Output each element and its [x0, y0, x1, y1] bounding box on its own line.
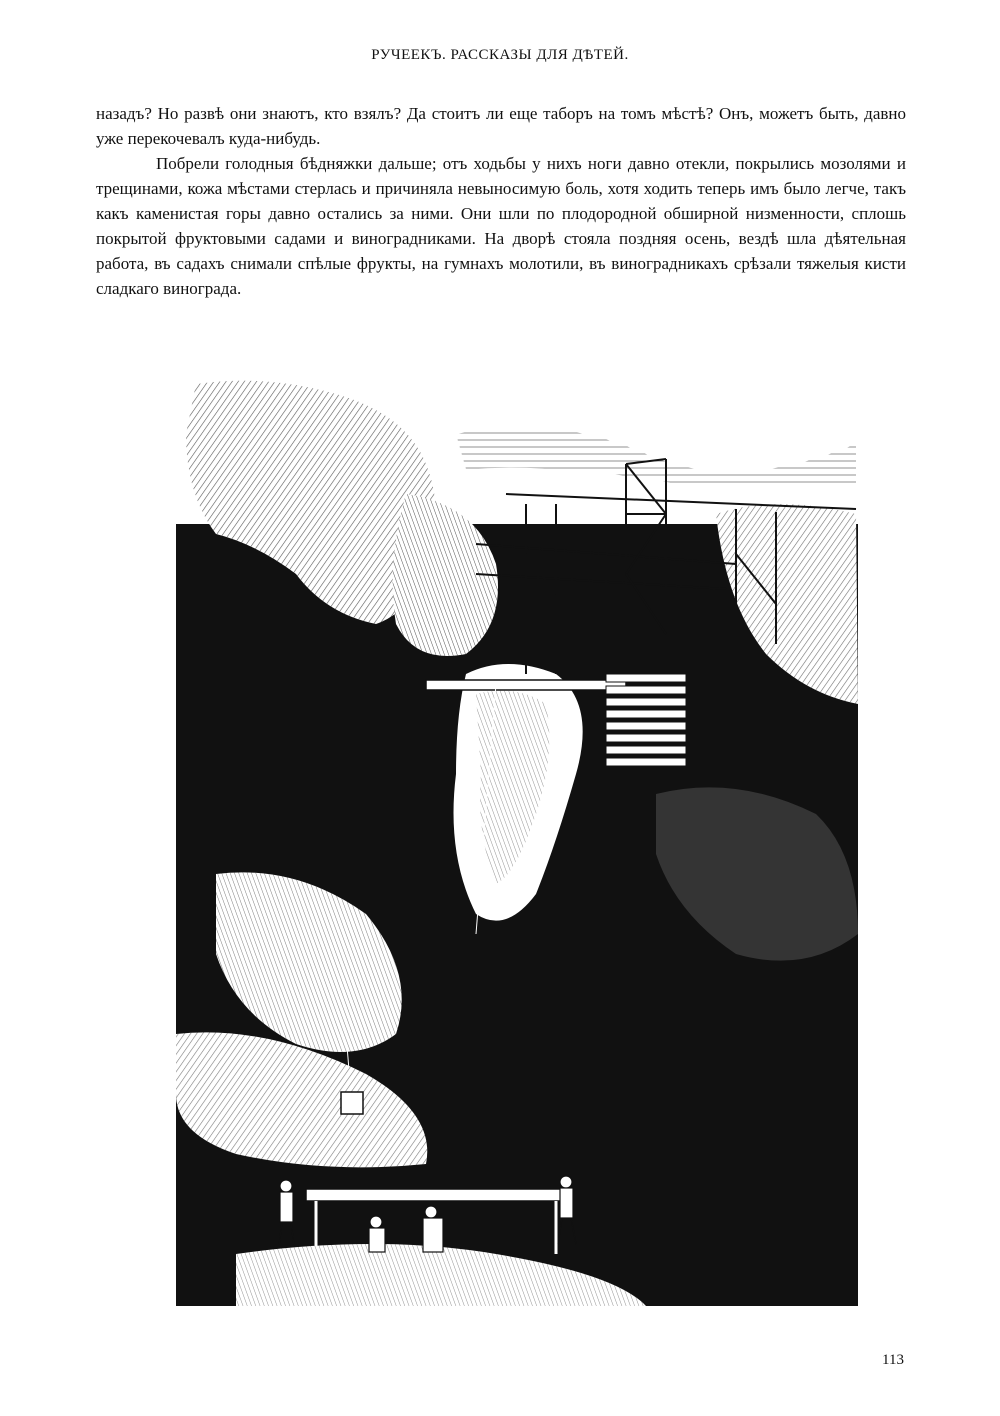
body-text: [96, 101, 906, 301]
mine-gorge-engraving: [176, 374, 858, 1306]
page-number: 113: [882, 1352, 904, 1368]
paragraph: Побрели голодныя бѣдняжки дальше; отъ ходьбы у нихъ ноги давно отекли, покрылись мозолями и трещинами, кожа мѣстами стерлась и причиняла невыносимую боль, хотя ходить теперь имъ было легче, такъ какъ каменистая горы давно остались за ними. Они шли по плодородной обширной низменности, сплошь покрытой фруктовыми садами и виноградниками. На дворѣ стояла поздняя осень, вездѣ шла дѣятельная работа, въ садахъ снимали спѣлые фрукты, на гумнахъ молотили, въ виноградникахъ срѣзали тяжелыя кисти сладкаго винограда.: [96, 154, 906, 298]
running-title: РУЧЕЕКЪ. РАССКАЗЫ ДЛЯ ДѢТЕЙ.: [371, 47, 629, 63]
paragraph-continuation: назадъ? Но развѣ они знаютъ, кто взялъ? Да стоитъ ли еще таборъ на томъ мѣстѣ? Онъ, можетъ быть, давно уже перекочевалъ куда-нибудь.: [96, 104, 906, 148]
engraving-illustration: [176, 374, 858, 1306]
